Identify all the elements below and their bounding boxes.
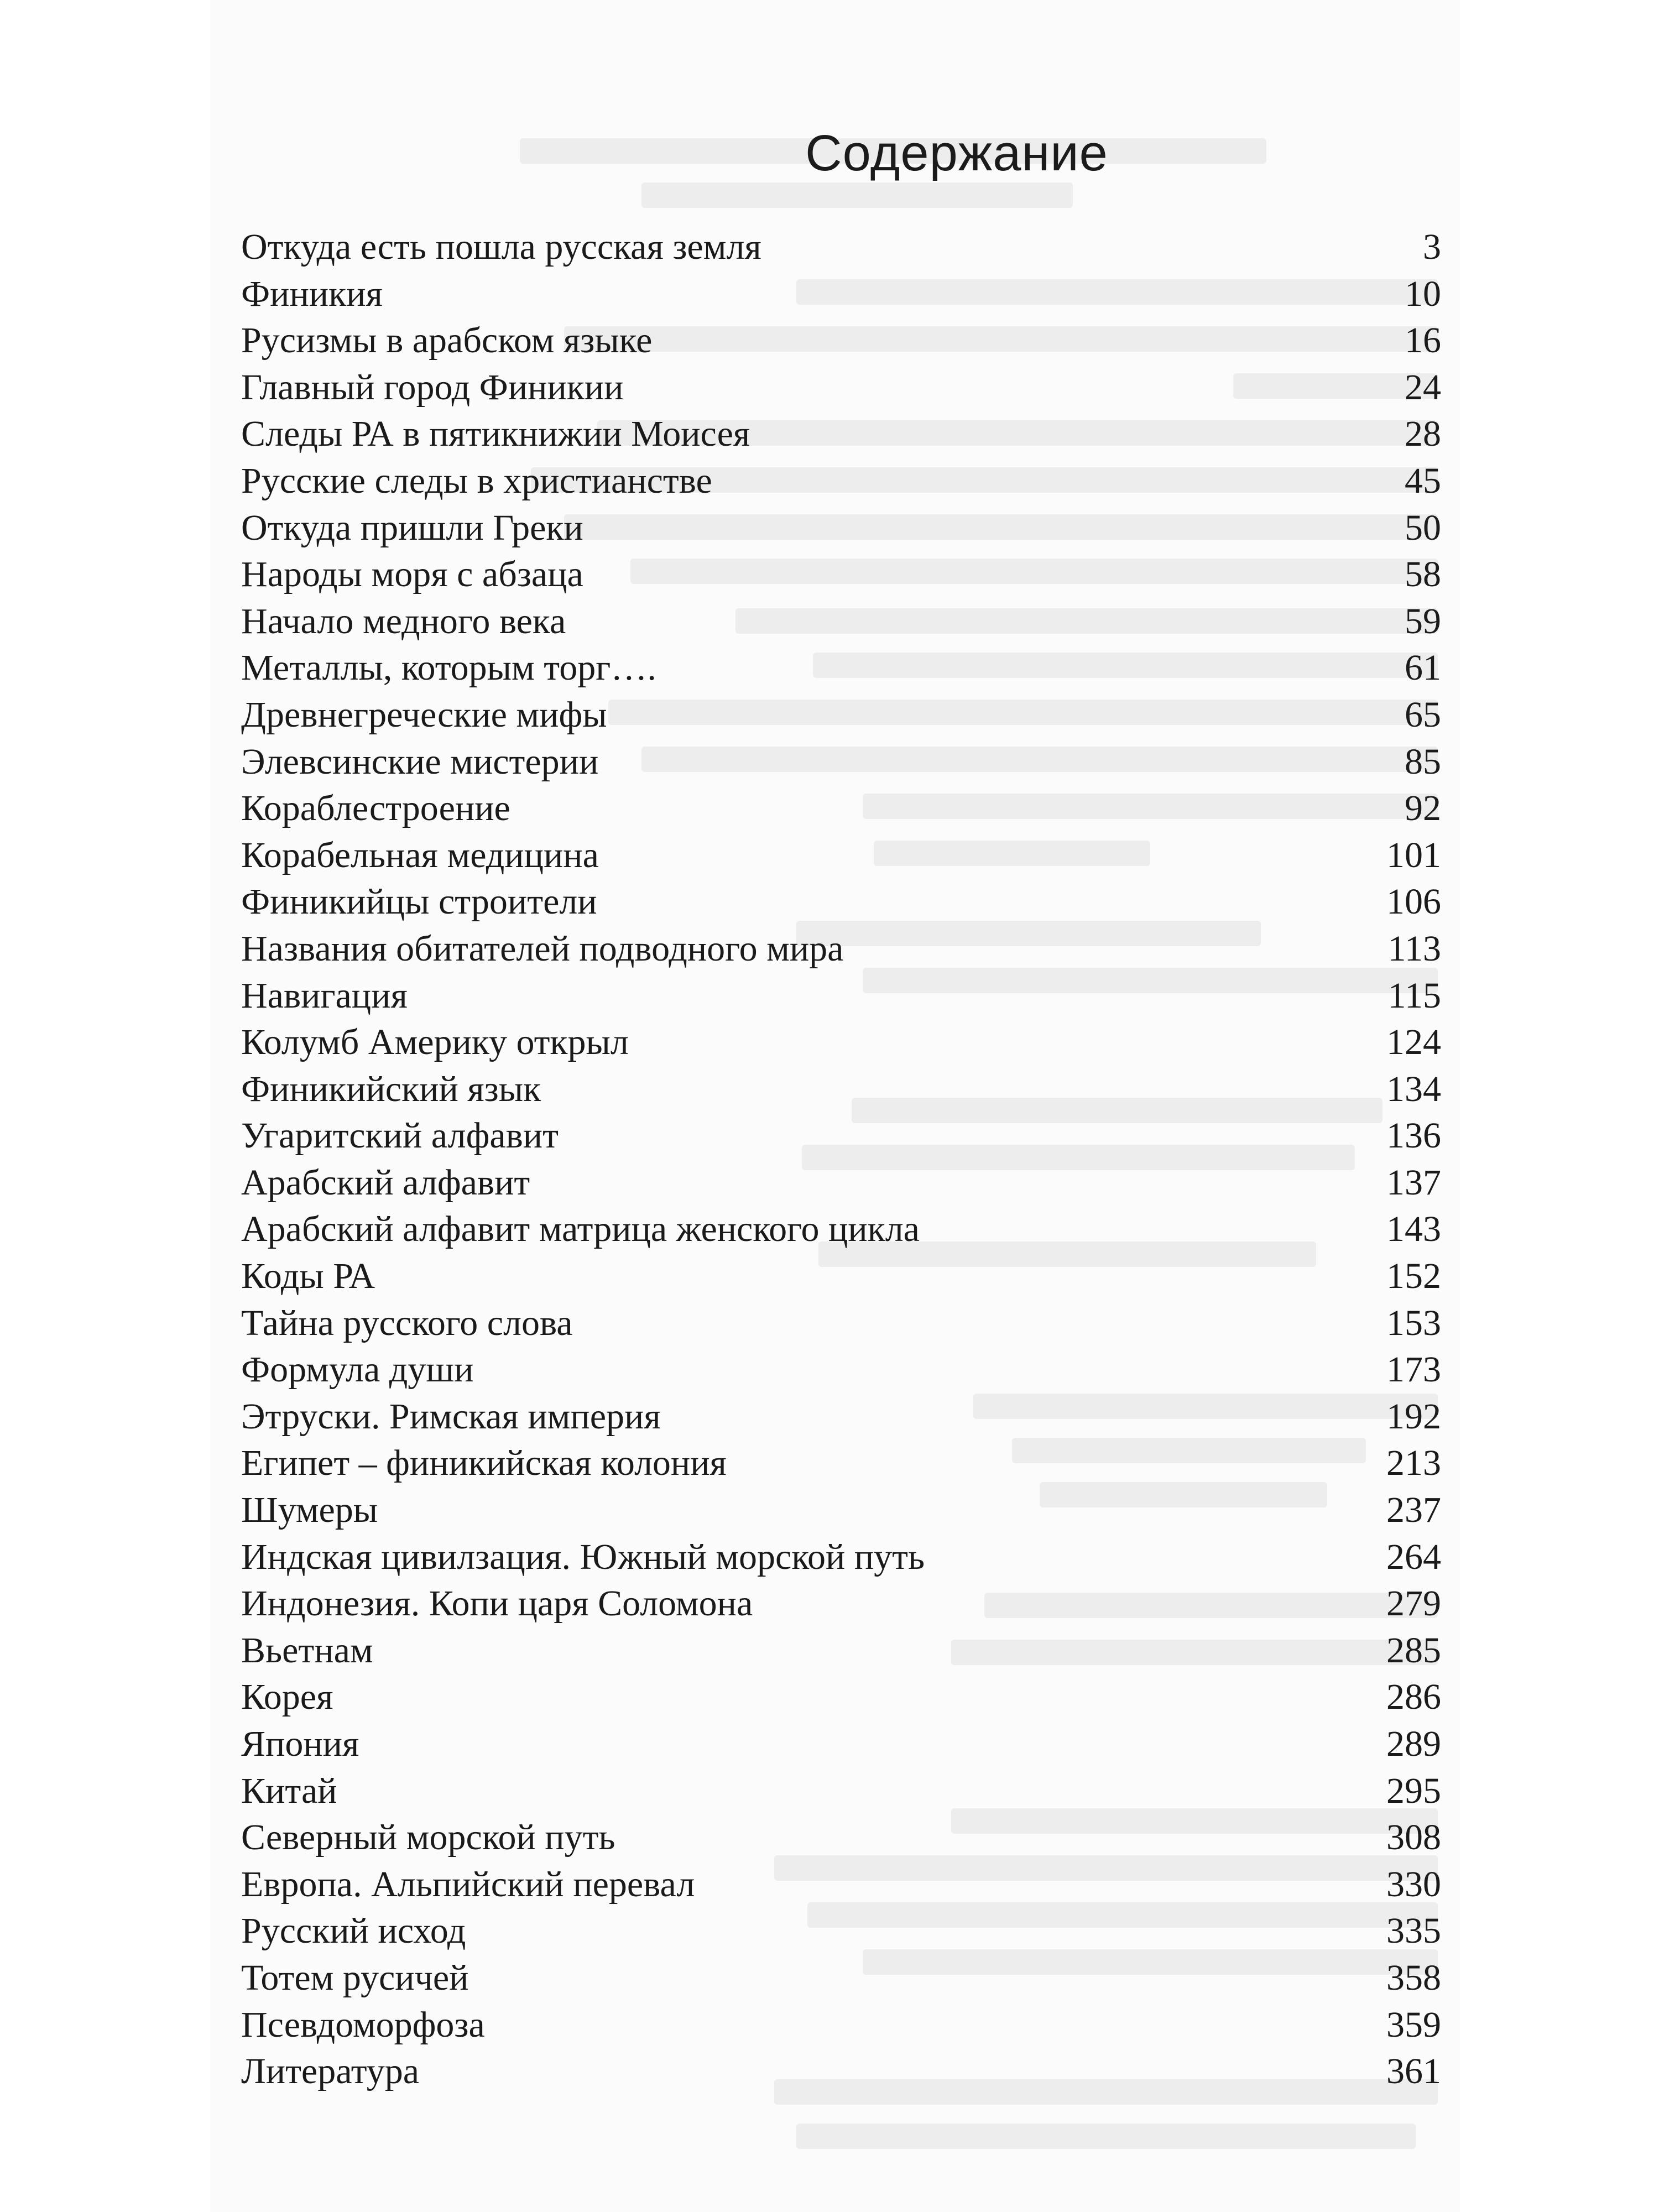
toc-entry <box>241 1113 1441 1160</box>
toc-entry <box>241 411 1441 458</box>
toc-entry-title: Тайна русского слова <box>241 1302 573 1343</box>
toc-entry <box>241 1394 1441 1441</box>
toc-entry <box>241 1534 1441 1581</box>
toc-entry <box>241 1721 1441 1768</box>
toc-entry <box>241 1861 1441 1908</box>
toc-entry-title: Япония <box>241 1724 359 1764</box>
toc-entry-page-number: 308 <box>1386 1817 1441 1858</box>
toc-entry-title: Откуда есть пошла русская земля <box>241 227 761 267</box>
toc-entry-title: Финикийцы строители <box>241 881 597 922</box>
toc-entry-page-number: 335 <box>1386 1911 1441 1952</box>
toc-entry-title: Европа. Альпийский перевал <box>241 1864 695 1905</box>
toc-entry-page-number: 213 <box>1386 1443 1441 1484</box>
toc-entry <box>241 598 1441 645</box>
toc-entry <box>241 1674 1441 1721</box>
toc-entry <box>241 1160 1441 1207</box>
toc-entry-title: Главный город Финикии <box>241 367 624 408</box>
toc-entry <box>241 2048 1441 2095</box>
toc-entry <box>241 1347 1441 1394</box>
toc-entry-title: Индонезия. Копи царя Соломона <box>241 1583 753 1624</box>
toc-entry <box>241 692 1441 739</box>
toc-entry <box>241 1955 1441 2002</box>
toc-entry-page-number: 359 <box>1386 2004 1441 2045</box>
toc-entry-title: Начало медного века <box>241 601 566 641</box>
toc-entry-title: Древнегреческие мифы <box>241 694 607 735</box>
toc-entry <box>241 832 1441 879</box>
toc-entry-title: Колумб Америку открыл <box>241 1022 629 1063</box>
toc-entry-title: Русизмы в арабском языке <box>241 320 653 361</box>
toc-entry-page-number: 101 <box>1386 834 1441 875</box>
toc-entry-page-number: 28 <box>1405 414 1441 455</box>
toc-entry-page-number: 285 <box>1386 1630 1441 1671</box>
toc-entry-page-number: 58 <box>1405 554 1441 595</box>
toc-entry <box>241 364 1441 411</box>
toc-entry-title: Египет – финикийская колония <box>241 1443 727 1484</box>
toc-entry <box>241 1440 1441 1487</box>
toc-entry-page-number: 152 <box>1386 1256 1441 1297</box>
toc-entry-page-number: 85 <box>1405 741 1441 782</box>
toc-entry <box>241 551 1441 598</box>
toc-entry-title: Северный морской путь <box>241 1817 615 1858</box>
toc-entry <box>241 1908 1441 1955</box>
toc-entry-title: Навигация <box>241 975 408 1016</box>
toc-entry-page-number: 59 <box>1405 601 1441 641</box>
toc-entry-page-number: 124 <box>1386 1022 1441 1063</box>
book-page <box>210 0 1460 2212</box>
toc-entry <box>241 271 1441 318</box>
toc-entry-title: Псевдоморфоза <box>241 2004 485 2045</box>
toc-entry-title: Народы моря с абзаца <box>241 554 583 595</box>
toc-entry <box>241 1019 1441 1066</box>
toc-entry-page-number: 10 <box>1405 273 1441 314</box>
toc-entry-page-number: 50 <box>1405 507 1441 548</box>
toc-entry <box>241 2002 1441 2049</box>
toc-entry-page-number: 264 <box>1386 1536 1441 1577</box>
toc-entry <box>241 1487 1441 1534</box>
toc-entry-page-number: 65 <box>1405 694 1441 735</box>
toc-entry <box>241 1253 1441 1300</box>
toc-entry-title: Китай <box>241 1770 337 1811</box>
toc-entry-title: Элевсинские мистерии <box>241 741 599 782</box>
toc-entry <box>241 1580 1441 1627</box>
toc-entry-page-number: 237 <box>1386 1490 1441 1531</box>
toc-entry-title: Этруски. Римская империя <box>241 1396 661 1437</box>
toc-entry <box>241 879 1441 926</box>
toc-entry-page-number: 3 <box>1423 227 1441 267</box>
toc-entry-page-number: 106 <box>1386 881 1441 922</box>
toc-entry-title: Вьетнам <box>241 1630 373 1671</box>
toc-entry <box>241 1206 1441 1253</box>
toc-entry <box>241 973 1441 1020</box>
toc-entry <box>241 458 1441 505</box>
toc-entry-page-number: 295 <box>1386 1770 1441 1811</box>
toc-entry-title: Следы РА в пятикнижии Моисея <box>241 414 750 455</box>
toc-entry-page-number: 279 <box>1386 1583 1441 1624</box>
toc-entry <box>241 926 1441 973</box>
toc-entry-page-number: 330 <box>1386 1864 1441 1905</box>
toc-entry <box>241 1814 1441 1861</box>
toc-entry-page-number: 192 <box>1386 1396 1441 1437</box>
toc-entry <box>241 505 1441 552</box>
toc-entry-page-number: 134 <box>1386 1068 1441 1109</box>
toc-entry-title: Тотем русичей <box>241 1957 469 1998</box>
toc-entry-page-number: 136 <box>1386 1115 1441 1156</box>
toc-entry-title: Угаритский алфавит <box>241 1115 559 1156</box>
toc-entry-page-number: 16 <box>1405 320 1441 361</box>
toc-entry-title: Корея <box>241 1677 333 1718</box>
toc-entry-title: Откуда пришли Греки <box>241 507 583 548</box>
toc-entry-page-number: 45 <box>1405 460 1441 501</box>
toc-entry-title: Финикийский язык <box>241 1068 541 1109</box>
toc-entry-title: Русские следы в христианстве <box>241 460 712 501</box>
toc-entry-page-number: 289 <box>1386 1724 1441 1764</box>
toc-entry-page-number: 361 <box>1386 2051 1441 2092</box>
table-of-contents <box>241 224 1441 2095</box>
toc-entry-title: Арабский алфавит <box>241 1162 530 1203</box>
toc-entry <box>241 645 1441 692</box>
toc-entry-page-number: 153 <box>1386 1302 1441 1343</box>
toc-entry-title: Арабский алфавит матрица женского цикла <box>241 1209 920 1250</box>
toc-entry-page-number: 358 <box>1386 1957 1441 1998</box>
toc-entry-title: Названия обитателей подводного мира <box>241 928 844 969</box>
toc-entry-title: Коды РА <box>241 1256 375 1297</box>
toc-entry-page-number: 115 <box>1387 975 1441 1016</box>
toc-entry-page-number: 137 <box>1386 1162 1441 1203</box>
toc-entry-title: Шумеры <box>241 1490 378 1531</box>
toc-entry-page-number: 286 <box>1386 1677 1441 1718</box>
toc-entry-title: Финикия <box>241 273 383 314</box>
toc-entry-page-number: 143 <box>1386 1209 1441 1250</box>
toc-entry-title: Литература <box>241 2051 420 2092</box>
toc-entry <box>241 739 1441 786</box>
toc-entry <box>241 1300 1441 1347</box>
toc-entry <box>241 1627 1441 1674</box>
toc-entry-page-number: 173 <box>1386 1349 1441 1390</box>
toc-entry-title: Формула души <box>241 1349 474 1390</box>
toc-entry <box>241 224 1441 271</box>
toc-entry-page-number: 92 <box>1405 788 1441 829</box>
page-title: Содержание <box>805 125 1108 181</box>
toc-entry-title: Металлы, которым торг…. <box>241 648 656 688</box>
toc-entry-title: Русский исход <box>241 1911 466 1952</box>
toc-entry <box>241 1066 1441 1113</box>
toc-entry <box>241 317 1441 364</box>
toc-entry-page-number: 113 <box>1387 928 1441 969</box>
toc-entry-page-number: 24 <box>1405 367 1441 408</box>
toc-entry-title: Индская цивилзация. Южный морской путь <box>241 1536 925 1577</box>
toc-entry-title: Кораблестроение <box>241 788 510 829</box>
toc-entry <box>241 785 1441 832</box>
toc-entry-title: Корабельная медицина <box>241 834 599 875</box>
toc-entry-page-number: 61 <box>1405 648 1441 688</box>
toc-entry <box>241 1768 1441 1815</box>
